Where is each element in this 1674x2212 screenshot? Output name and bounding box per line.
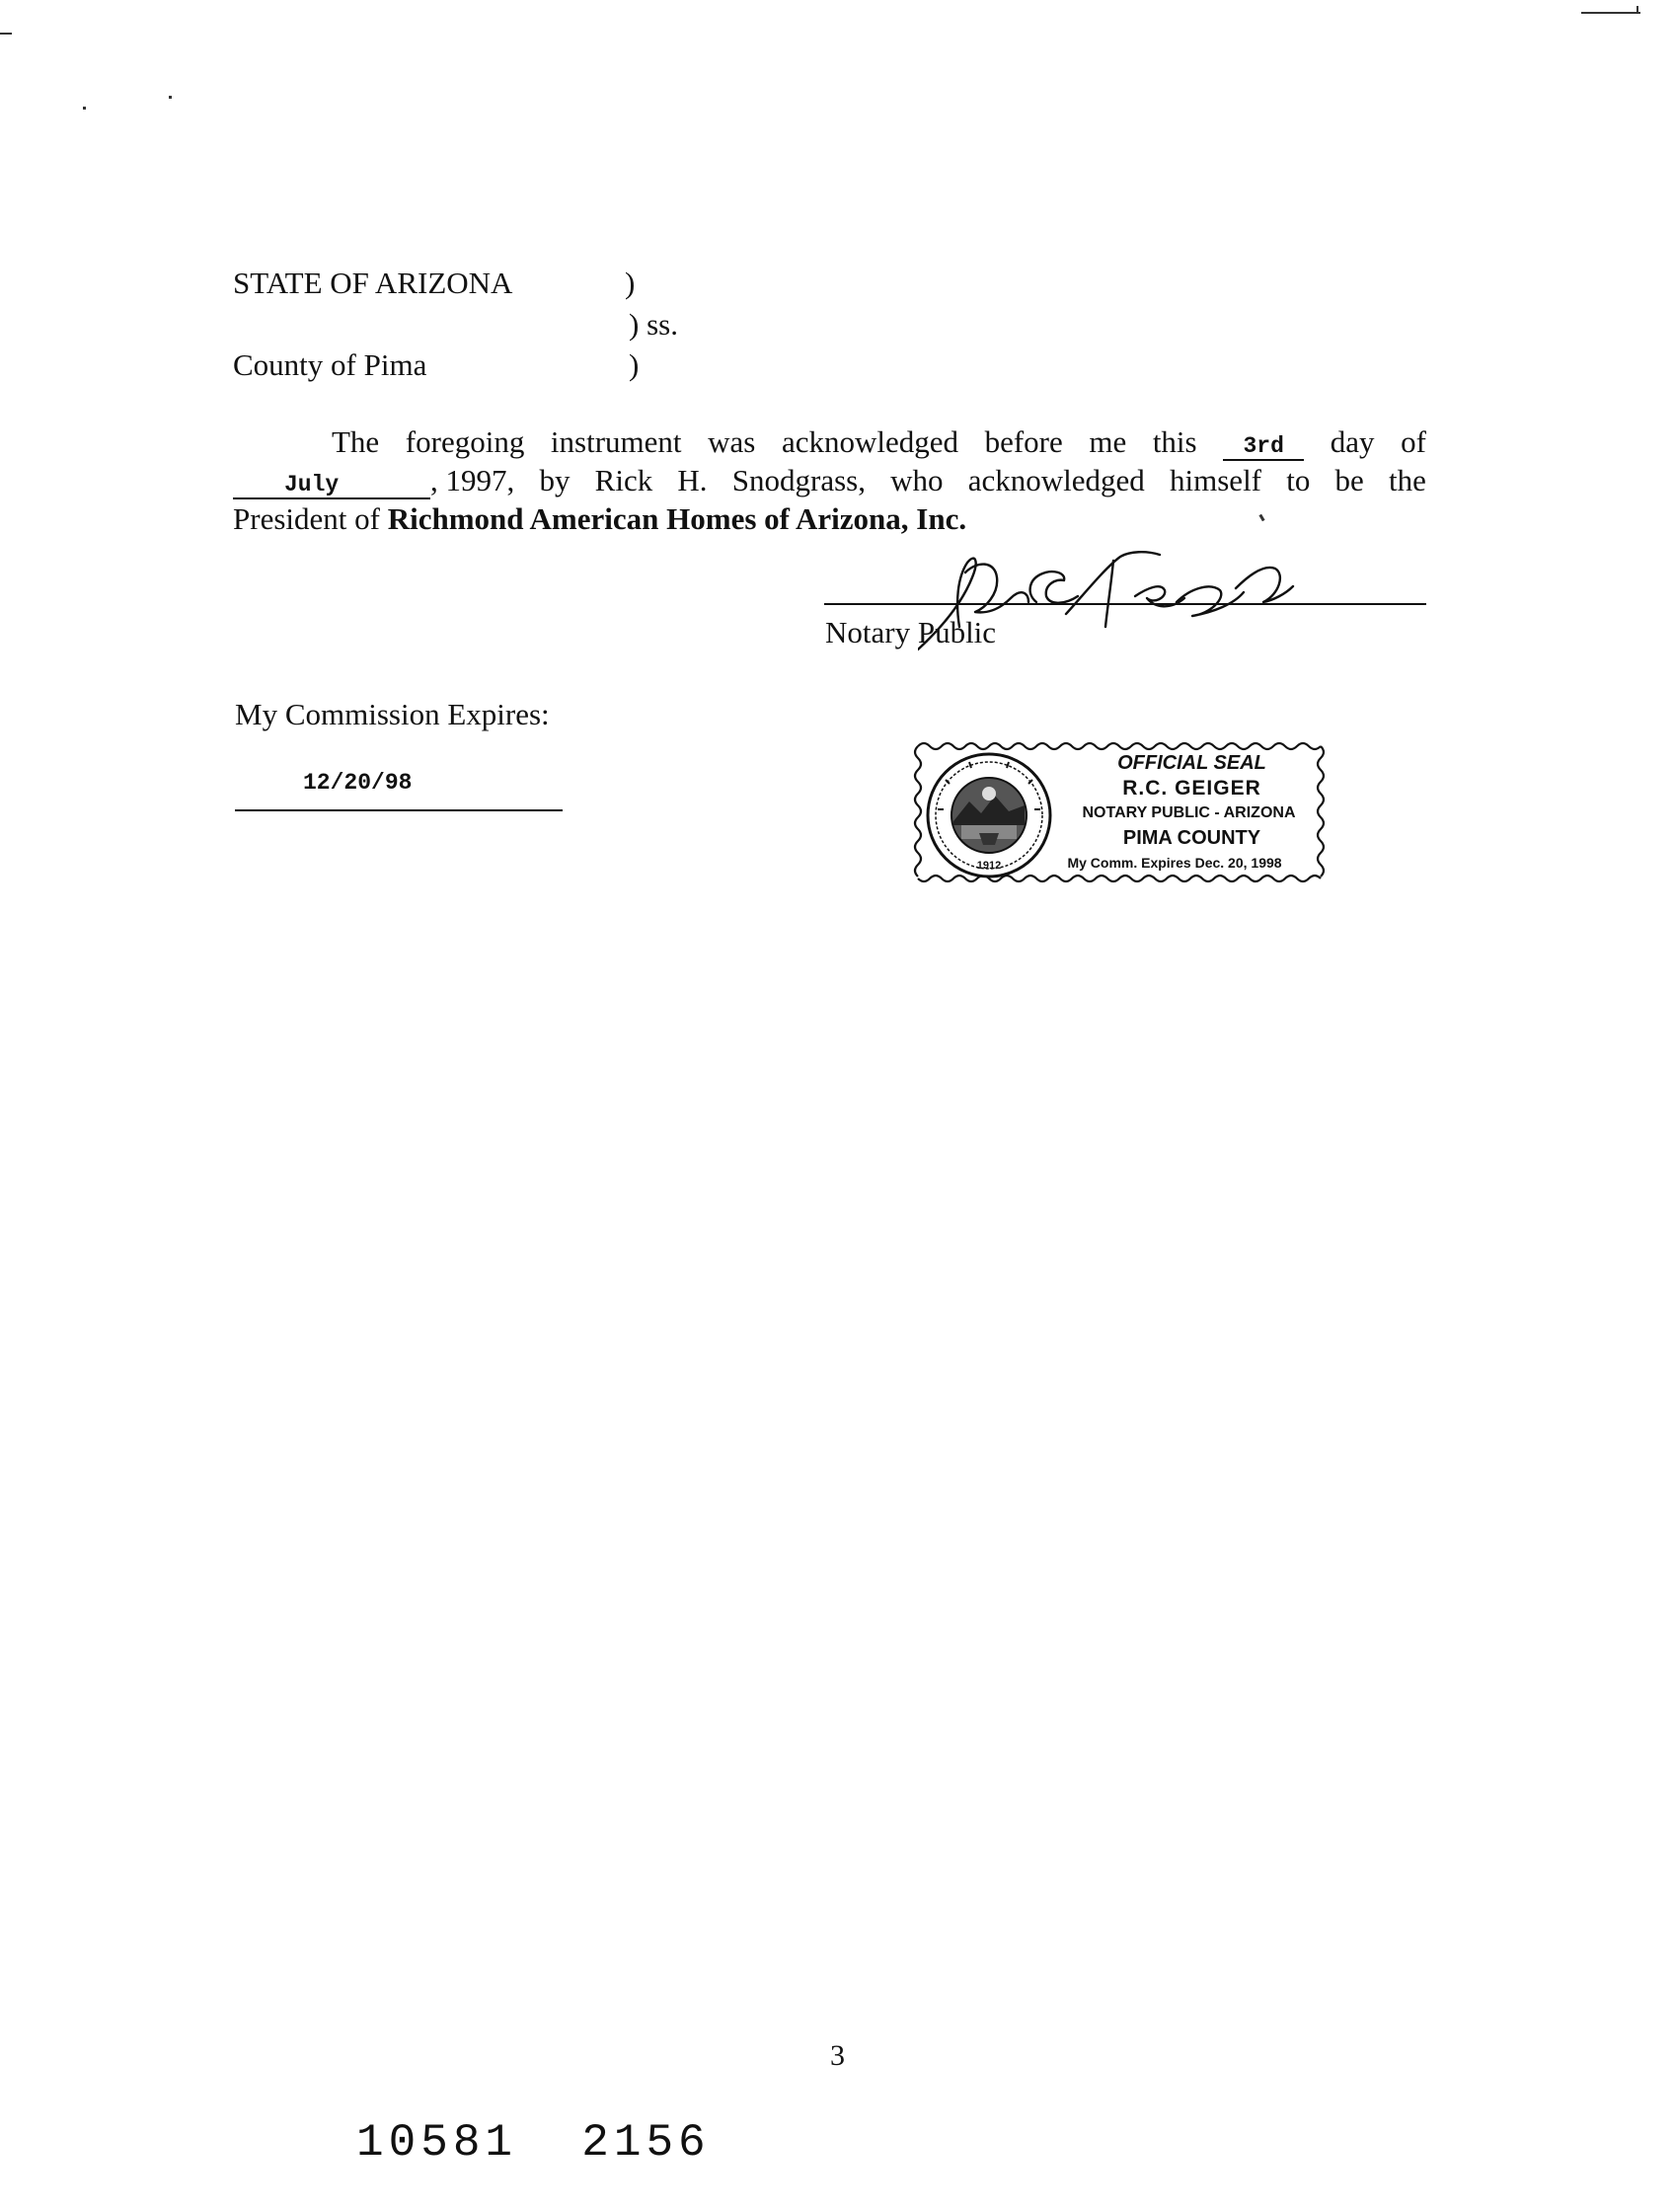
ack-word: Rick	[594, 463, 653, 497]
ack-word: , 1997,	[430, 463, 515, 497]
ack-word: me	[1089, 424, 1127, 459]
venue-county: County of Pima	[233, 347, 427, 382]
page-number: 3	[830, 2039, 845, 2072]
seal-emblem-year: 1912	[976, 860, 1002, 872]
seal-notary-name: R.C. GEIGER	[1122, 777, 1261, 800]
commission-date: 12/20/98	[303, 770, 413, 796]
seal-county: PIMA COUNTY	[1122, 827, 1261, 849]
scan-speck	[169, 96, 172, 99]
venue-state: STATE OF ARIZONA	[233, 266, 513, 300]
ack-word: H.	[677, 463, 708, 497]
month-group	[233, 461, 514, 500]
signature-line	[824, 603, 1426, 605]
ack-word: himself	[1170, 463, 1262, 497]
ack-word: this	[1152, 424, 1197, 459]
ack-word: by	[539, 463, 571, 497]
official-seal-stamp	[908, 734, 1332, 890]
ack-word: Snodgrass,	[731, 463, 866, 497]
scan-speck	[83, 107, 86, 110]
scan-speck	[1581, 12, 1640, 14]
acknowledgment-line-2	[233, 461, 1426, 500]
commission-line	[235, 809, 563, 811]
ack-word: the	[1389, 463, 1426, 497]
recording-number: 10581 2156	[356, 2117, 711, 2169]
ack-word: of	[1401, 424, 1426, 459]
ack-word: day	[1330, 424, 1375, 459]
ack-word: before	[984, 424, 1063, 459]
ack-word: instrument	[550, 424, 682, 459]
venue-paren: )	[629, 347, 640, 382]
ack-text: President of	[233, 501, 388, 536]
ack-word: acknowledged	[781, 424, 958, 459]
scan-speck	[0, 33, 12, 35]
seal-role: NOTARY PUBLIC - ARIZONA	[1082, 804, 1296, 821]
ack-word: foregoing	[405, 424, 525, 459]
ack-word: was	[708, 424, 756, 459]
ack-word: to	[1286, 463, 1311, 497]
day-field: 3rd	[1223, 433, 1304, 461]
venue-ss: ) ss.	[629, 307, 678, 342]
venue-paren: )	[625, 266, 636, 300]
ack-word: acknowledged	[967, 463, 1145, 497]
notary-public-label: Notary Public	[825, 615, 997, 649]
ack-word: The	[332, 424, 380, 459]
ack-word: who	[890, 463, 944, 497]
ack-word: be	[1334, 463, 1364, 497]
seal-title: OFFICIAL SEAL	[1117, 752, 1266, 774]
scan-speck	[1636, 6, 1638, 14]
company-name: Richmond American Homes of Arizona, Inc.	[387, 501, 967, 536]
month-field: July	[233, 472, 430, 499]
commission-label: My Commission Expires:	[235, 697, 550, 731]
acknowledgment-line-1	[233, 422, 1426, 462]
seal-expiration: My Comm. Expires Dec. 20, 1998	[1067, 855, 1282, 871]
